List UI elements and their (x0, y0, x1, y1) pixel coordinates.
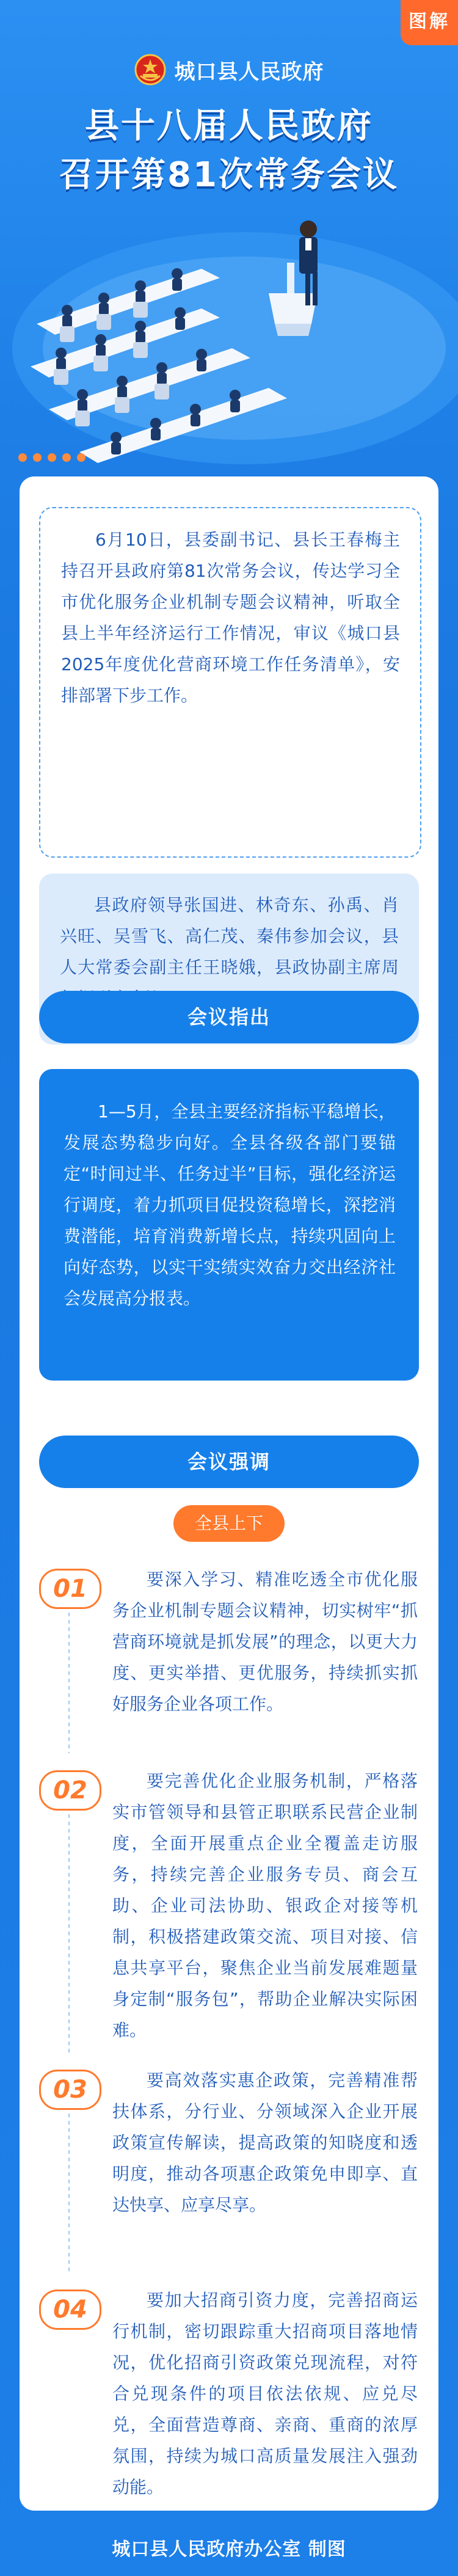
attendees-text: 县政府领导张国进、林奇东、孙禹、肖兴旺、吴雪飞、高仁茂、秦伟参加会议，县人大常委会副主任王晓娥，县政协副主席周 (60, 895, 399, 977)
government-header (0, 51, 458, 88)
section-heading-emphasized: 会议强调 (39, 1436, 419, 1488)
page-title-line1: 县十八届人民政府 (85, 106, 373, 146)
page-title-line2: 召开第81次常务会议 (59, 155, 399, 195)
item-number: 02 (39, 1770, 101, 1811)
decorative-dots (18, 453, 85, 462)
item-text: 要高效落实惠企政策，完善精准帮扶体系，分行业、分领域深入企业开展政策宣传解读，提高政策的知晓度和透明度，推动各项惠企政策免申即享、直达快享、应享尽享。 (112, 2070, 418, 2215)
item-text: 要加大招商引资力度，完善招商运行机制，密切跟踪重大招商项目落地情况，优化招商引资政策兑现流程，对符合兑现条件的项目依法依规、应兑尽兑，全面营造尊商、亲商、重商的浓厚氛围，持续为城口高质量发展注入强劲动能。 (112, 2290, 418, 2497)
dashed-divider (68, 1814, 70, 2052)
item-text: 要深入学习、精准吃透全市优化服务企业机制专题会议精神，切实树牢“抓营商环境就是抓发展”的理念，以更大力度、更实举措、更优服务，持续抓实抓好服务企业各项工作。 (112, 1569, 418, 1714)
item-number: 04 (39, 2290, 101, 2330)
badge-label: 图解 (409, 11, 450, 32)
dashed-divider (68, 2114, 70, 2272)
section-tag: 全县上下 (173, 1505, 285, 1542)
national-emblem-icon (134, 54, 166, 86)
dashed-divider (68, 1613, 70, 1753)
intro-box (39, 507, 421, 858)
government-name: 城口县人民政府 (174, 59, 324, 84)
section-heading-pointed-out: 会议指出 (39, 991, 419, 1043)
item-number: 03 (39, 2070, 101, 2110)
graphic-badge (401, 0, 458, 45)
section-pointed-out-text: 1—5月，全县主要经济指标平稳增长，发展态势稳步向好。全县各级各部门要锚定“时间过半、任务过半”目标，强化经济运行调度，着力抓项目促投资稳增长，深挖消费潜能，培育消费新增长点，持续巩固向上向好态势，以实干实绩实效奋力交出经济社会发展高分报表。 (64, 1101, 396, 1308)
intro-text: 6月10日，县委副书记、县长王春梅主持召开县政府第81次常务会议，传达学习全市优化服务企业机制专题会议精神，听取全县上半年经济运行工作情况，审议《城口县2025年度优化营商环境工作任务清单》，安排部署下步工作。 (61, 530, 400, 706)
section-pointed-out-card (39, 1069, 419, 1381)
meeting-illustration (0, 195, 458, 483)
footer-credit: 城口县人民政府办公室 制图 (112, 2539, 346, 2560)
item-number: 01 (39, 1569, 101, 1609)
item-text: 要完善优化企业服务机制，严格落实市管领导和县管正职联系民营企业制度，全面开展重点企业全覆盖走访服务，持续完善企业服务专员、商会互助、企业司法协助、银政企对接等机制，积极搭建政策交流、项目对接、信息共享平台，聚焦企业当前发展难题量身定制“服务包”，帮助企业解决实际困难。 (112, 1771, 418, 2040)
